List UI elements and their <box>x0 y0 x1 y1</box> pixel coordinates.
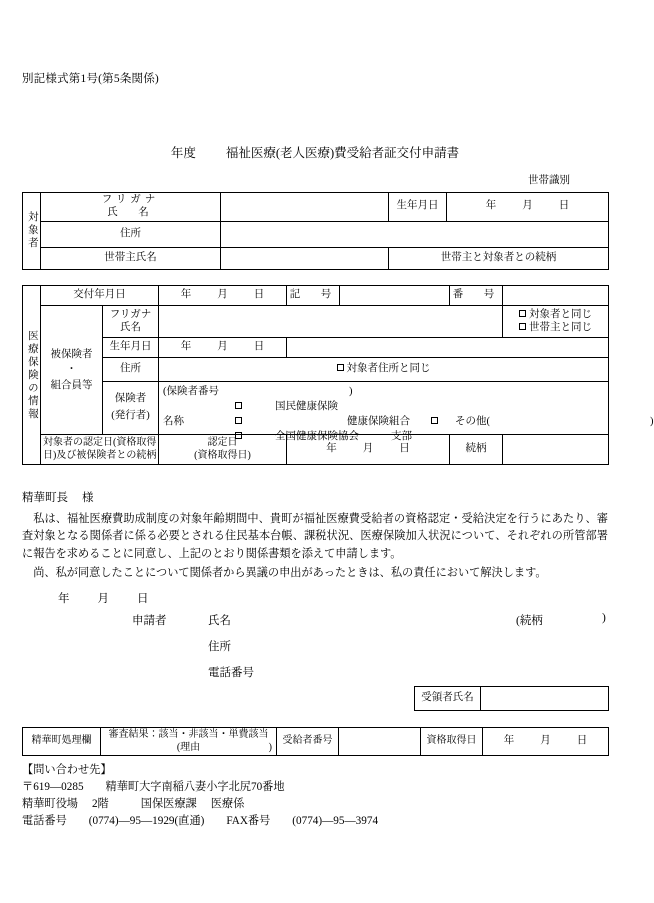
number-input[interactable] <box>503 286 609 306</box>
title-year-label: 年度 <box>170 146 196 160</box>
addressee-line <box>22 489 94 505</box>
checkbox-box-icon <box>235 432 242 439</box>
checkbox-label: 世帯主と同じ <box>529 321 592 333</box>
insured-address-label: 住所 <box>103 358 159 382</box>
month-unit: 月 <box>217 289 228 301</box>
subject-address-label: 住所 <box>41 221 221 247</box>
certification-label-line1: 対象者の認定日(資格取得 <box>43 437 157 449</box>
signature-date-line[interactable] <box>58 590 149 606</box>
month-unit: 月 <box>522 200 533 212</box>
checkbox-sonota[interactable] <box>431 414 441 429</box>
table-row <box>23 306 609 338</box>
insurance-table <box>22 285 654 465</box>
checkbox-box-icon <box>337 364 344 371</box>
recipient-number-label: 受給者番号 <box>277 728 339 756</box>
insured-person-label <box>41 306 103 435</box>
table-row <box>23 247 609 269</box>
insured-birthdate-label: 生年月日 <box>103 338 159 358</box>
recipient-name-input[interactable] <box>481 687 609 711</box>
insurer-label <box>103 382 159 435</box>
review-reason-paren-close: ) <box>268 741 272 753</box>
table-row <box>23 221 609 247</box>
month-unit: 月 <box>97 593 109 605</box>
option-kokuho-label: 国民健康保険 <box>275 401 338 412</box>
process-table <box>22 727 609 756</box>
checkbox-label: 対象者と同じ <box>529 308 592 320</box>
applicant-phone-label: 電話番号 <box>208 667 254 679</box>
household-id-label: 世帯識別 <box>528 175 570 186</box>
checkbox-same-as-subject-address[interactable] <box>337 363 431 374</box>
subject-table <box>22 192 609 270</box>
issue-date-input[interactable] <box>159 286 287 306</box>
option-kyokai-label: 全国健康保険協会 <box>275 431 359 442</box>
year-unit: 年 <box>180 289 192 301</box>
subject-address-input[interactable] <box>221 221 609 247</box>
checkbox-kyokai-kenpo[interactable] <box>235 429 245 444</box>
applicant-relation-open: (続柄 <box>516 615 543 627</box>
addressee-name: 精華町長 <box>22 492 68 504</box>
subject-table-wrapper <box>22 192 609 270</box>
contact-office-line <box>22 796 378 813</box>
table-row <box>23 338 609 358</box>
contact-heading: 【問い合わせ先】 <box>22 764 112 776</box>
receipt-table <box>414 686 609 711</box>
year-unit: 年 <box>485 200 497 212</box>
certification-date-line1: 認定日 <box>207 437 238 449</box>
month-unit: 月 <box>540 735 551 747</box>
table-row <box>23 382 609 435</box>
checkbox-box-icon <box>519 323 526 330</box>
symbol-input[interactable] <box>340 286 450 306</box>
contact-floor: 2階 <box>91 798 109 811</box>
subject-birthdate-label: 生年月日 <box>389 193 447 222</box>
insurer-number-label: (保険者番号 <box>163 386 219 397</box>
checkbox-same-as-householder[interactable] <box>505 322 606 335</box>
insured-furigana-name-label <box>103 306 159 338</box>
applicant-label: 申請者 <box>132 615 167 627</box>
contact-department: 国保医療課 <box>140 798 197 811</box>
insured-address-input[interactable] <box>159 358 609 382</box>
insurance-table-wrapper <box>22 285 654 465</box>
certification-date-line2: (資格取得日) <box>194 449 251 461</box>
addressee-honorific: 様 <box>82 492 94 504</box>
name-label: 氏 名 <box>107 206 154 218</box>
furigana-label: フリガナ <box>101 194 160 205</box>
insured-label-line2: ・ <box>66 364 77 376</box>
subject-side-label: 対象者 <box>23 193 41 270</box>
applicant-address-row <box>22 638 608 664</box>
year-unit: 年 <box>180 341 192 353</box>
issue-date-label: 交付年月日 <box>41 286 159 306</box>
name-label: 氏名 <box>120 321 141 333</box>
statement-paragraph-2: 尚、私が同意したことについて関係者から異議の申出があったときは、私の責任において解決します。 <box>33 567 547 579</box>
number-label: 番 号 <box>450 286 503 306</box>
applicant-name-row <box>22 612 608 638</box>
process-table-wrapper <box>22 727 609 756</box>
subject-birthdate-input[interactable] <box>447 193 609 222</box>
certification-relation-label: 続柄 <box>450 435 503 465</box>
applicant-block <box>22 612 608 690</box>
day-unit: 日 <box>576 735 588 747</box>
recipient-name-label: 受領者氏名 <box>415 687 481 711</box>
page-title <box>22 143 608 161</box>
option-kenpo-kumiai-label: 健康保険組合 <box>347 416 410 427</box>
day-unit: 日 <box>253 289 265 301</box>
qualification-date-label: 資格取得日 <box>421 728 483 756</box>
option-shibu-label: 支部 <box>391 431 412 442</box>
day-unit: 日 <box>137 593 149 605</box>
table-row <box>23 193 609 222</box>
insurer-label-line2: (発行者) <box>111 410 150 421</box>
year-unit: 年 <box>326 443 337 455</box>
insurer-details <box>159 382 654 442</box>
option-sonota-label: その他( <box>455 416 490 427</box>
contact-phone-line <box>22 813 378 830</box>
insured-label-line3: 組合員等 <box>50 379 93 391</box>
month-unit: 月 <box>362 443 374 455</box>
checkbox-same-as-subject[interactable] <box>505 309 606 322</box>
insured-same-as-options <box>503 306 609 338</box>
insurer-label-line1: 保険者 <box>114 393 147 405</box>
insured-birthdate-extra[interactable] <box>287 338 609 358</box>
applicant-address-label: 住所 <box>208 641 231 653</box>
contact-fax-number: (0774)—95—3974 <box>292 815 379 828</box>
year-unit: 年 <box>503 735 515 747</box>
subject-name-input[interactable] <box>221 193 389 222</box>
checkbox-kenpo-kumiai[interactable] <box>235 414 245 429</box>
qualification-date-input[interactable] <box>483 728 609 756</box>
checkbox-box-icon <box>235 402 242 409</box>
recipient-number-input[interactable] <box>339 728 421 756</box>
checkbox-box-icon <box>519 310 526 317</box>
certification-label-line2: 日)及び被保険者との続柄 <box>43 449 157 461</box>
insurance-side-label: 医療保険の情報 <box>23 286 41 465</box>
insured-name-input[interactable] <box>159 306 503 338</box>
subject-furigana-name-label <box>41 193 221 222</box>
day-unit: 日 <box>399 443 410 455</box>
contact-phone-label: 電話番号 <box>22 815 67 828</box>
review-result-line2: (理由 <box>176 741 201 753</box>
contact-fax-label: FAX番号 <box>226 815 271 828</box>
furigana-label: フリガナ <box>109 308 152 320</box>
insurer-name-field-label: 名称 <box>163 416 184 427</box>
insurer-number-paren-close: ) <box>349 386 353 397</box>
day-unit: 日 <box>253 341 265 353</box>
householder-name-input[interactable] <box>221 247 389 269</box>
contact-address: 精華町大字南稲八妻小字北尻70番地 <box>105 781 285 794</box>
contact-section: 医療係 <box>210 798 245 811</box>
symbol-label: 記 号 <box>287 286 340 306</box>
applicant-name-label: 氏名 <box>208 615 231 627</box>
statement-paragraph-1: 私は、福祉医療費助成制度の対象年齢期間中、貴町が福祉医療費受給者の資格認定・受給決定を行うにあたり、審査対象となる関係者に係る必要とされる住民基本台帳、課税状況、医療保険加入状況について、それぞれの所管部署に報告を求めることに同意し、上記のとおり関係書類を添えて申請します。 <box>22 513 608 560</box>
table-row <box>23 728 609 756</box>
checkbox-box-icon <box>235 417 242 424</box>
insured-birthdate-input[interactable] <box>159 338 287 358</box>
review-result-cell[interactable] <box>101 728 277 756</box>
insured-label-line1: 被保険者 <box>50 349 93 361</box>
option-sonota-paren-close: ) <box>650 416 654 427</box>
title-text: 福祉医療(老人医療)費受給者証交付申請書 <box>225 146 460 160</box>
process-office-label: 精華町処理欄 <box>23 728 101 756</box>
certification-date-label <box>159 435 287 465</box>
householder-relation-label: 世帯主と対象者との続柄 <box>389 247 609 269</box>
review-result-line1: 審査結果：該当・非該当・単費該当 <box>108 729 269 741</box>
contact-office: 精華町役場 <box>22 798 78 811</box>
table-row <box>23 286 609 306</box>
certification-label <box>41 435 159 465</box>
receipt-table-wrapper <box>414 686 608 711</box>
householder-name-label: 世帯主氏名 <box>41 247 221 269</box>
form-code: 別記様式第1号(第5条関係) <box>22 73 159 85</box>
contact-phone-number: (0774)—95—1929(直通) <box>88 815 205 828</box>
month-unit: 月 <box>217 341 228 353</box>
applicant-relation-close: ) <box>602 612 606 624</box>
contact-address-line <box>22 779 378 796</box>
table-row <box>415 687 609 711</box>
contact-block <box>22 762 378 830</box>
year-unit: 年 <box>58 593 70 605</box>
day-unit: 日 <box>558 200 570 212</box>
contact-postal-code: 〒619—0285 <box>22 781 84 794</box>
checkbox-label: 対象者住所と同じ <box>346 363 431 375</box>
checkbox-kokuho[interactable] <box>235 399 245 414</box>
table-row <box>23 358 609 382</box>
certification-relation-input[interactable] <box>503 435 609 465</box>
checkbox-box-icon <box>431 417 438 424</box>
